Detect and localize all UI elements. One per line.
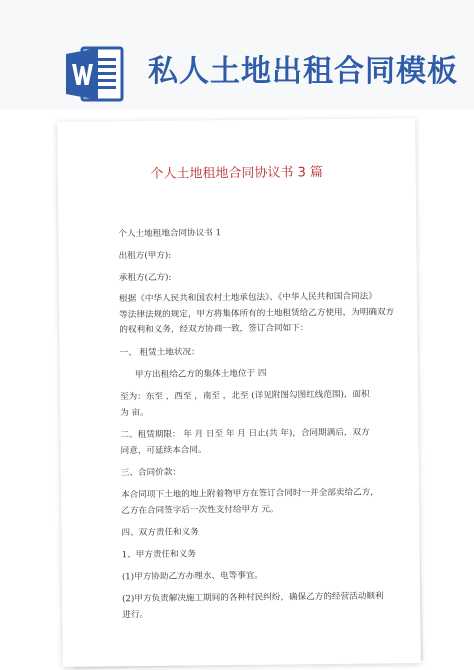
document-line: 1、甲方责任和义务: [121, 549, 196, 561]
document-line: 根据《中华人民共和国农村土地承包法》、《中华人民共和国合同法》: [118, 291, 377, 305]
banner-title: 私人土地出租合同模板: [148, 54, 458, 89]
document-line: 四、双方责任和义务: [121, 527, 199, 539]
document-line: (2)甲方负责解决施工期间的各种村民纠纷，确保乙方的经营活动顺利: [122, 591, 384, 605]
document-line: 同意，可延续本合同。: [120, 445, 207, 457]
document-line: 一、 租赁土地状况：: [119, 347, 200, 359]
document-line: 本合同项下土地的地上附着物甲方在签订合同时一并全部卖给乙方，: [121, 487, 379, 501]
document-line: 出租方(甲方):: [118, 250, 172, 262]
document-line: 为 亩。: [120, 407, 149, 419]
word-document-icon: [64, 44, 124, 104]
document-line: 至为：东至 ，西至 ，南至 ，北至 (详见附图勾图红线范围)，面积: [119, 389, 370, 403]
document-line: 乙方在合同签字后一次性支付给甲方 元。: [121, 504, 279, 517]
document-line: 等法律法规的规定，甲方将集体所有的土地租赁给乙方使用，为明确双方: [119, 307, 395, 321]
document-line: 的权利和义务，经双方协商一致，签订合同如下：: [119, 323, 309, 336]
document-page: [57, 118, 421, 667]
document-line: 进行。: [122, 609, 149, 621]
document-line: 个人土地租地合同协议书 1: [118, 228, 222, 240]
document-title: 个人土地租地合同协议书 3 篇: [150, 165, 324, 182]
document-line: (1)甲方协助乙方办理水、电等事宜。: [121, 570, 264, 583]
header-banner: [0, 0, 474, 110]
document-line: 三、合同价款：: [120, 467, 182, 479]
document-line: 承租方(乙方):: [118, 272, 172, 284]
document-line: 二、租赁期限： 年 月 日至 年 月 日止(共 年)，合同期满后，双方: [120, 427, 370, 441]
document-line: 甲方出租给乙方的集体土地位于 四: [134, 368, 267, 381]
